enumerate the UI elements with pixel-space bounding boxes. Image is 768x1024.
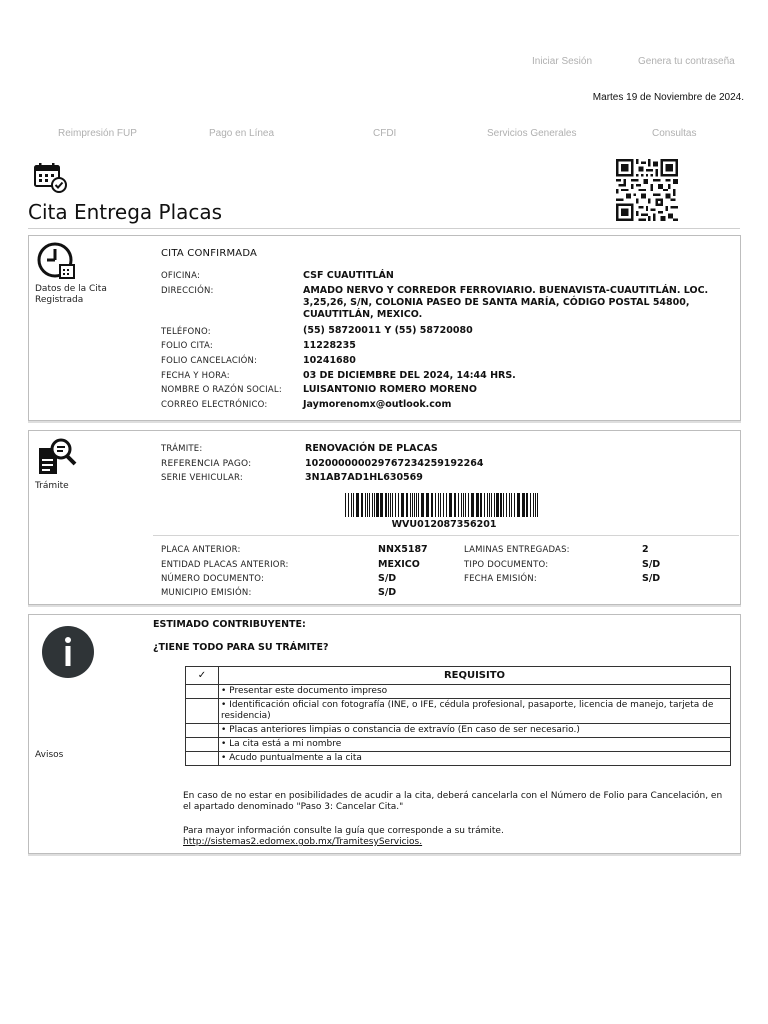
current-date: Martes 19 de Noviembre de 2024. <box>592 92 744 103</box>
fecha-emision-value: S/D <box>642 573 661 584</box>
page-title: Cita Entrega Placas <box>28 200 223 224</box>
info-note: Para mayor información consulte la guía que corresponde a su trámite. <box>183 826 504 836</box>
nav-cfdi[interactable]: CFDI <box>373 128 397 139</box>
requisito-text: • La cita está a mi nombre <box>219 738 731 752</box>
laminas-value: 2 <box>642 544 649 555</box>
tramite-label: TRÁMITE: <box>161 444 203 454</box>
nombre-label: NOMBRE O RAZÓN SOCIAL: <box>161 385 282 395</box>
main-nav <box>0 128 768 142</box>
table-row <box>186 685 731 699</box>
barcode <box>345 493 541 517</box>
requisitos-header-row <box>186 667 731 685</box>
nav-pago-en-linea[interactable]: Pago en Línea <box>209 128 275 139</box>
tipo-documento-value: S/D <box>642 559 661 570</box>
cita-details-panel <box>28 235 741 421</box>
folio-cita-label: FOLIO CITA: <box>161 341 213 351</box>
tramite-panel <box>28 430 741 605</box>
numero-documento-label: NÚMERO DOCUMENTO: <box>161 574 265 584</box>
info-icon <box>41 625 95 679</box>
avisos-side-label: Avisos <box>35 750 64 760</box>
numero-documento-value: S/D <box>378 573 397 584</box>
serie-vehicular-value: 3N1AB7AD1HL630569 <box>305 472 423 483</box>
nav-reimpresion-fup[interactable]: Reimpresión FUP <box>58 128 137 139</box>
requisito-column-header: REQUISITO <box>219 667 731 685</box>
cita-status: CITA CONFIRMADA <box>161 248 258 259</box>
fecha-hora-label: FECHA Y HORA: <box>161 371 230 381</box>
tipo-documento-label: TIPO DOCUMENTO: <box>464 560 549 570</box>
calendar-check-icon <box>34 162 68 194</box>
entidad-placas-label: ENTIDAD PLACAS ANTERIOR: <box>161 560 289 570</box>
municipio-emision-value: S/D <box>378 587 397 598</box>
document-search-icon <box>37 436 79 476</box>
nav-servicios-generales[interactable]: Servicios Generales <box>487 128 577 139</box>
requisito-checkbox-cell[interactable] <box>186 738 219 752</box>
folio-cancelacion-value: 10241680 <box>303 355 356 366</box>
cita-side-label: Datos de la Cita Registrada <box>35 284 107 305</box>
oficina-value: CSF CUAUTITLÁN <box>303 270 394 281</box>
referencia-pago-value: 10200000002976723425919226​4 <box>305 458 484 469</box>
referencia-pago-label: REFERENCIA PAGO: <box>161 459 252 469</box>
requisito-checkbox-cell[interactable] <box>186 685 219 699</box>
tramites-link[interactable]: http://sistemas2.edomex.gob.mx/TramitesyServicios. <box>183 837 423 847</box>
direccion-value: AMADO NERVO Y CORREDOR FERROVIARIO. BUENAVISTA-CUAUTITLÁN. LOC. 3,25,26, S/N, COLONIA PASEO DE SANTA MARÍA, CÓDIGO POSTAL 54800, CUAUTITLÁN, MEXICO. <box>303 285 709 320</box>
direccion-label: DIRECCIÓN: <box>161 286 214 296</box>
municipio-emision-label: MUNICIPIO EMISIÓN: <box>161 588 252 598</box>
requisito-text: • Presentar este documento impreso <box>219 685 731 699</box>
avisos-panel <box>28 614 741 854</box>
laminas-label: LAMINAS ENTREGADAS: <box>464 545 570 555</box>
title-divider <box>28 228 740 229</box>
requisito-checkbox-cell[interactable] <box>186 699 219 724</box>
check-column-header: ✓ <box>186 667 219 685</box>
cancel-note: En caso de no estar en posibilidades de acudir a la cita, deberá cancelarla con el Número de Folio para Cancelación, en el apartado denominado "Paso 3: Cancelar Cita." <box>183 791 723 812</box>
clock-calendar-icon <box>37 241 77 281</box>
top-links <box>0 56 768 70</box>
telefono-value: (55) 58720011 Y (55) 58720080 <box>303 325 473 336</box>
fecha-emision-label: FECHA EMISIÓN: <box>464 574 537 584</box>
avisos-heading-tramite: ¿TIENE TODO PARA SU TRÁMITE? <box>153 642 329 653</box>
placa-anterior-label: PLACA ANTERIOR: <box>161 545 241 555</box>
avisos-heading-contribuyente: ESTIMADO CONTRIBUYENTE: <box>153 619 306 630</box>
oficina-label: OFICINA: <box>161 271 201 281</box>
requisito-text: • Identificación oficial con fotografía (INE, o IFE, cédula profesional, pasaporte, licencia de manejo, tarjeta de residencia) <box>219 699 731 724</box>
serie-vehicular-label: SERIE VEHICULAR: <box>161 473 243 483</box>
folio-cancelacion-label: FOLIO CANCELACIÓN: <box>161 356 258 366</box>
correo-value: Jaymorenomx@outlook.com <box>303 399 452 410</box>
entidad-placas-value: MEXICO <box>378 559 420 570</box>
nav-consultas[interactable]: Consultas <box>652 128 697 139</box>
placa-anterior-value: NNX5187 <box>378 544 428 555</box>
generate-password-link[interactable]: Genera tu contraseña <box>638 56 735 67</box>
requisito-text: • Acudo puntualmente a la cita <box>219 752 731 766</box>
telefono-label: TELÉFONO: <box>161 327 211 337</box>
barcode-number: WVU012087356201 <box>391 519 497 530</box>
table-row <box>186 752 731 766</box>
fecha-hora-value: 03 DE DICIEMBRE DEL 2024, 14:44 HRS. <box>303 370 516 381</box>
tramite-value: RENOVACIÓN DE PLACAS <box>305 443 438 454</box>
requisito-checkbox-cell[interactable] <box>186 752 219 766</box>
tramite-side-label: Trámite <box>35 481 69 491</box>
table-row <box>186 724 731 738</box>
tramite-inner-divider <box>153 535 739 536</box>
correo-label: CORREO ELECTRÓNICO: <box>161 400 268 410</box>
requisitos-table <box>185 666 731 766</box>
table-row <box>186 699 731 724</box>
requisito-text: • Placas anteriores limpias o constancia de extravío (En caso de ser necesario.) <box>219 724 731 738</box>
table-row <box>186 738 731 752</box>
nombre-value: LUISANTONIO ROMERO MORENO <box>303 384 477 395</box>
qr-code <box>616 159 678 221</box>
requisito-checkbox-cell[interactable] <box>186 724 219 738</box>
folio-cita-value: 11228235 <box>303 340 356 351</box>
login-link[interactable]: Iniciar Sesión <box>532 56 593 67</box>
